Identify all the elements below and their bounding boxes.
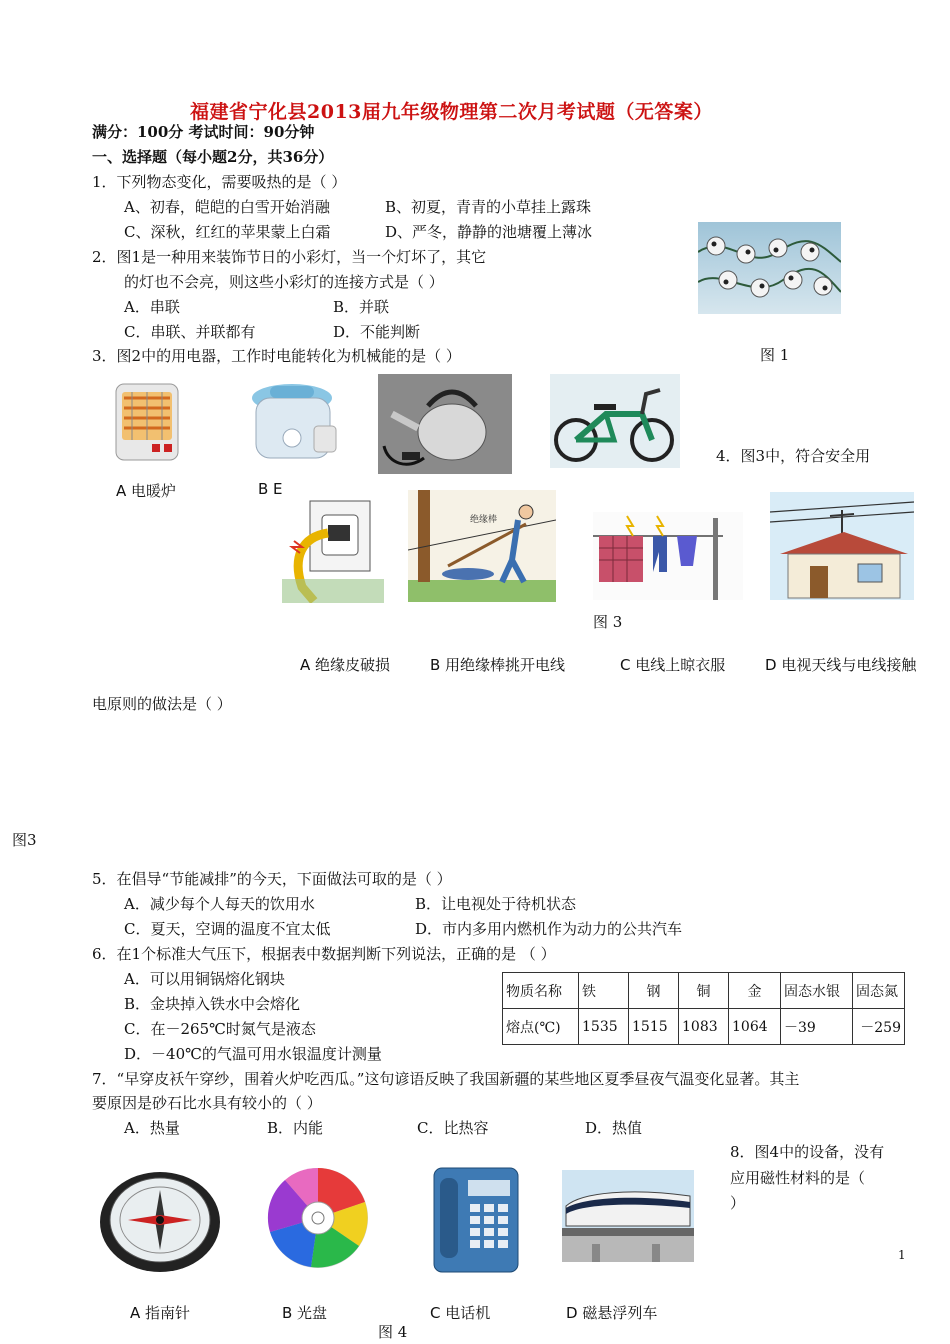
- q2-option-b: B．并联: [333, 298, 390, 316]
- table-cell: 固态氮: [853, 973, 905, 1009]
- table-cell: 1064: [729, 1009, 781, 1045]
- q2-option-c: C．串联、并联都有: [124, 323, 256, 341]
- q4-caption-d: D 电视天线与电线接触: [765, 656, 917, 674]
- q7-option-d: D．热值: [585, 1119, 643, 1137]
- q7-stem-line2: 要原因是砂石比水具有较小的（ ）: [92, 1094, 322, 1112]
- q8-caption-b: B 光盘: [282, 1304, 328, 1322]
- q4-stem-part1: 4．图3中，符合安全用: [716, 447, 871, 465]
- q4-caption-b: B 用绝缘棒挑开电线: [430, 656, 566, 674]
- q2-option-a: A．串联: [124, 298, 180, 316]
- exam-meta: 满分：100分 考试时间：90分钟: [92, 123, 315, 141]
- table-cell: 铜: [679, 973, 729, 1009]
- q5-option-b: B．让电视处于待机状态: [415, 895, 577, 913]
- table-cell: 铁: [579, 973, 629, 1009]
- q6-option-a: A．可以用铜锅熔化钢块: [124, 970, 285, 988]
- insulating-stick-label: 绝缘棒: [470, 515, 498, 525]
- table-cell: －39: [781, 1009, 853, 1045]
- q7-stem-line1: 7．“早穿皮袄午穿纱，围着火炉吃西瓜。”这句谚语反映了我国新疆的某些地区夏季昼夜气温变化显著。其主: [92, 1070, 800, 1088]
- electric-bicycle-image: [550, 374, 680, 468]
- stick-lifting-wire-image: [408, 490, 556, 602]
- table-cell: －259: [853, 1009, 905, 1045]
- table-cell: 钢: [629, 973, 679, 1009]
- q7-option-b: B．内能: [267, 1119, 324, 1137]
- table-cell: 1535: [579, 1009, 629, 1045]
- electric-kettle-image: [378, 374, 512, 474]
- section-heading: 一、选择题（每小题2分，共36分）: [92, 148, 334, 166]
- table-cell: 熔点(℃): [503, 1009, 579, 1045]
- q2-stem-line2: 的灯也不会亮，则这些小彩灯的连接方式是（ ）: [124, 273, 444, 291]
- maglev-train-image: [562, 1170, 694, 1262]
- melting-point-table: [502, 972, 905, 1045]
- table-cell: 1083: [679, 1009, 729, 1045]
- q1-option-a: A、初春，皑皑的白雪开始消融: [124, 198, 330, 216]
- q8-caption-c: C 电话机: [430, 1304, 491, 1322]
- q4-caption-a: A 绝缘皮破损: [300, 656, 391, 674]
- electric-heater-image: [110, 378, 188, 470]
- compass-image: [98, 1168, 222, 1274]
- figure-1-label: 图 1: [760, 346, 790, 364]
- q8-stem-line3: ）: [730, 1194, 746, 1212]
- q3-caption-b: B E: [258, 480, 283, 498]
- q3-stem: 3．图2中的用电器，工作时电能转化为机械能的是（ ）: [92, 347, 461, 365]
- q1-option-c: C、深秋，红红的苹果蒙上白霜: [124, 223, 331, 241]
- q5-option-a: A．减少每个人每天的饮用水: [124, 895, 315, 913]
- q7-option-c: C．比热容: [417, 1119, 489, 1137]
- optical-disc-image: [265, 1166, 371, 1270]
- table-row: [503, 1009, 905, 1045]
- table-cell: 1515: [629, 1009, 679, 1045]
- q6-option-c: C．在－265℃时氮气是液态: [124, 1020, 316, 1038]
- q7-option-a: A．热量: [124, 1119, 180, 1137]
- table-cell: 固态水银: [781, 973, 853, 1009]
- page-title: 福建省宁化县2013届九年级物理第二次月考试题（无答案）: [190, 101, 713, 123]
- q2-stem-line1: 2．图1是一种用来装饰节日的小彩灯，当一个灯坏了，其它: [92, 248, 487, 266]
- q3-caption-a: A 电暖炉: [116, 482, 177, 500]
- tv-antenna-touching-wire-image: [770, 492, 914, 600]
- q8-stem-line1: 8．图4中的设备，没有: [730, 1143, 885, 1161]
- table-cell: 金: [729, 973, 781, 1009]
- rice-cooker-image: [242, 376, 344, 470]
- q8-caption-d: D 磁悬浮列车: [566, 1304, 658, 1322]
- q1-option-b: B、初夏，青青的小草挂上露珠: [385, 198, 592, 216]
- q5-option-d: D．市内多用内燃机作为动力的公共汽车: [415, 920, 683, 938]
- table-cell: 物质名称: [503, 973, 579, 1009]
- figure-3-label: 图 3: [593, 613, 623, 631]
- q8-caption-a: A 指南针: [130, 1304, 191, 1322]
- q8-stem-line2: 应用磁性材料的是（: [730, 1169, 866, 1187]
- string-lights-image: [698, 222, 841, 314]
- q6-stem: 6．在1个标准大气压下，根据表中数据判断下列说法，正确的是 （ ）: [92, 945, 556, 963]
- table-row: [503, 973, 905, 1009]
- q1-option-d: D、严冬，静静的池塘覆上薄冰: [385, 223, 593, 241]
- telephone-image: [430, 1164, 522, 1276]
- q6-option-d: D．－40℃的气温可用水银温度计测量: [124, 1045, 382, 1063]
- figure-4-label: 图 4: [378, 1323, 408, 1341]
- q2-option-d: D．不能判断: [333, 323, 421, 341]
- stray-figure-3-label: 图3: [12, 831, 37, 849]
- drying-clothes-on-wire-image: [593, 512, 743, 600]
- q5-stem: 5．在倡导“节能减排”的今天，下面做法可取的是（ ）: [92, 870, 452, 888]
- q4-stem-part2: 电原则的做法是（ ）: [92, 695, 232, 713]
- socket-damaged-wire-image: [282, 497, 384, 603]
- q4-caption-c: C 电线上晾衣服: [620, 656, 726, 674]
- q1-stem: 1．下列物态变化，需要吸热的是（ ）: [92, 173, 347, 191]
- page-number: 1: [898, 1248, 906, 1262]
- q5-option-c: C．夏天，空调的温度不宜太低: [124, 920, 331, 938]
- q6-option-b: B．金块掉入铁水中会熔化: [124, 995, 301, 1013]
